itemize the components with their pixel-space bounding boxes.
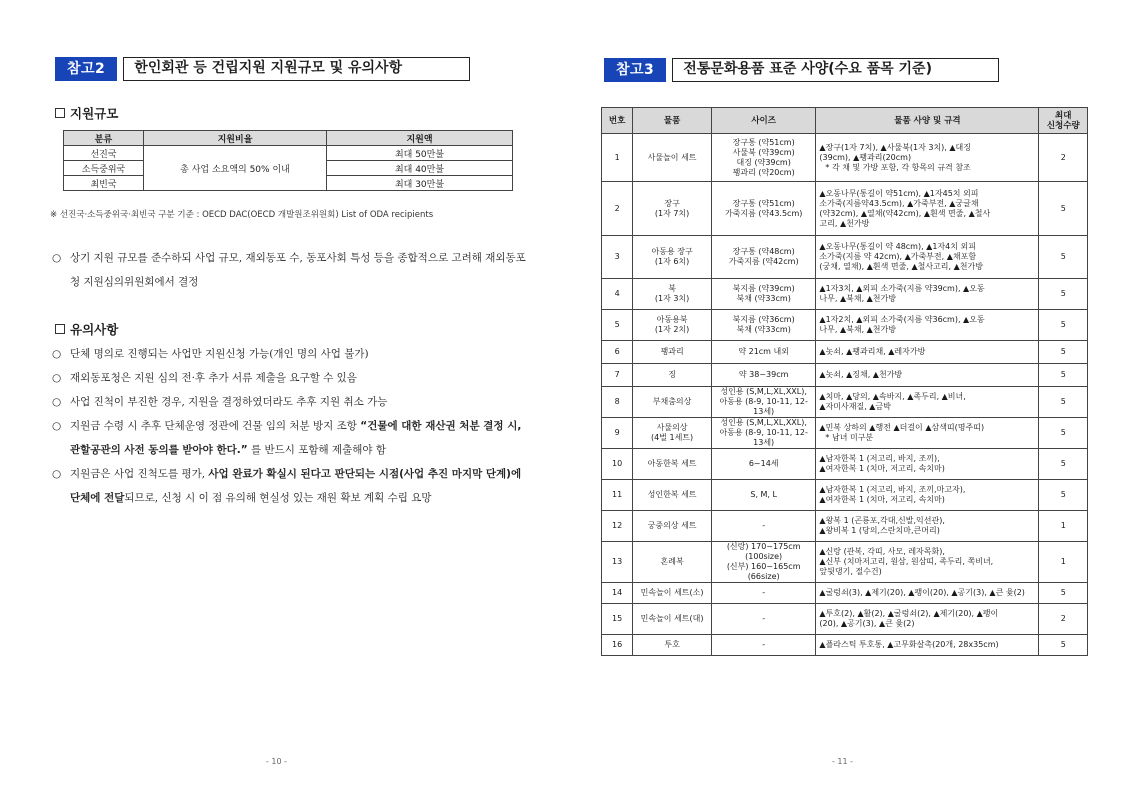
item-name-line: 민속놀이 세트(소) [640, 588, 704, 597]
bullet-marker: ○ [52, 252, 62, 264]
item-size-line: (신부) 160~165cm (66size) [726, 562, 801, 581]
item-spec-line: ▲놋쇠, ▲꽹과리채, ▲레자가방 [819, 347, 926, 356]
item-spec-line: ▲왕비복 1 (당의,스란치마,큰머리) [819, 526, 940, 535]
item-spec-line: ▲민복 상하의 ▲행전 ▲더걸이 ▲삼색띠(명주띠) [819, 423, 985, 432]
caution-text: 사업 진척이 부진한 경우, 지원을 결정하였더라도 추후 지원 취소 가능 [70, 396, 388, 408]
caution-text-part: 되므로, 신청 시 이 점 유의해 현실성 있는 재원 확보 계획 수립 요망 [124, 492, 432, 504]
item-spec-cell [816, 449, 1039, 480]
item-number-cell: 14 [602, 583, 633, 604]
list-item [52, 342, 532, 366]
item-spec-line: ▲남자한복 1 (저고리, 바지, 조끼), [819, 454, 940, 463]
item-qty-cell: 5 [1039, 364, 1088, 387]
item-size-line: - [762, 588, 766, 597]
item-spec-cell [816, 279, 1039, 310]
item-name-cell [633, 542, 712, 583]
item-name-cell [633, 236, 712, 279]
item-qty-cell: 2 [1039, 604, 1088, 635]
caution-heading [55, 320, 118, 338]
item-spec-line: 앞뒷댕기, 절수건) [819, 567, 882, 576]
item-size-cell [711, 511, 816, 542]
item-name-cell [633, 364, 712, 387]
item-size-line: 아동용 (8-9, 10-11, 12-13세) [719, 428, 808, 447]
item-number-cell: 10 [602, 449, 633, 480]
caution-emphasis: 사업 완료가 확실시 된다고 판단되는 시점(사업 추진 마지막 단계)에 단체에 전달 [70, 468, 522, 504]
table-row [602, 134, 1088, 182]
item-size-line: 가죽지름 (약43.5cm) [724, 208, 803, 218]
item-name-cell [633, 635, 712, 656]
item-size-cell [711, 134, 816, 182]
reference2-title [55, 57, 470, 81]
item-size-line: 성인용 (S,M,L,XL,XXL), [720, 418, 807, 427]
list-item [52, 462, 532, 510]
item-spec-cell [816, 182, 1039, 236]
table-row [602, 387, 1088, 418]
item-size-line: 사물북 (약39cm) [732, 147, 795, 157]
support-scale-heading [55, 104, 118, 122]
caution-bullets [52, 342, 532, 510]
item-name-line: (1자 2치) [654, 325, 690, 334]
item-spec-line: ▲신부 (치마저고리, 원삼, 원삼띠, 족두리, 쪽비녀, [819, 557, 994, 566]
support-scale-table [63, 130, 513, 191]
table-header: 지원액 [327, 131, 513, 146]
items-spec-table [601, 107, 1088, 656]
category-cell: 최빈국 [64, 176, 144, 191]
item-number-cell: 6 [602, 341, 633, 364]
item-number-cell: 9 [602, 418, 633, 449]
item-name-line: 아동한복 세트 [647, 459, 697, 468]
classification-note: ※ 선진국·소득중위국·최빈국 구분 기준 : OECD DAC(OECD 개발원조위원회) List of ODA recipients [50, 210, 434, 220]
table-header: 분류 [64, 131, 144, 146]
item-spec-line: ▲여자한복 1 (치마, 저고리, 속치마) [819, 464, 945, 473]
category-cell: 소득중위국 [64, 161, 144, 176]
item-spec-line: ▲오동나무(통길이 약 48cm), ▲1자4치 외피 [819, 242, 976, 251]
table-row [602, 310, 1088, 341]
max-header-line: 신청수량 [1046, 120, 1080, 131]
item-spec-line: ▲자미사재질, ▲금박 [819, 402, 891, 411]
item-spec-cell [816, 341, 1039, 364]
ratio-cell: 총 사업 소요액의 50% 이내 [144, 146, 327, 191]
item-spec-line: ▲치마, ▲당의, ▲속바지, ▲족두리, ▲비녀, [819, 392, 966, 401]
item-qty-cell: 5 [1039, 387, 1088, 418]
item-name-cell [633, 134, 712, 182]
item-spec-line: ▲굴렁쇠(3), ▲제기(20), ▲팽이(20), ▲공기(3), ▲큰 윷(2) [819, 588, 1025, 597]
item-spec-line: * 각 채 및 가방 포함, 각 항목의 규격 참조 [825, 162, 971, 172]
item-name-cell [633, 480, 712, 511]
item-spec-line: ▲오동나무(통길이 약51cm), ▲1자45치 외피 [819, 188, 979, 198]
item-name-line: 투호 [664, 640, 680, 649]
table-header: 번호 [602, 108, 633, 134]
item-size-line: 성인용 (S,M,L,XL,XXL), [720, 387, 807, 396]
reference3-badge: 참고3 [604, 58, 666, 82]
item-number-cell: 15 [602, 604, 633, 635]
item-size-line: 꽹과리 (약20cm) [732, 167, 795, 177]
item-name-line: 아동용북 [656, 315, 688, 324]
item-spec-cell [816, 583, 1039, 604]
item-size-line: 6~14세 [748, 459, 779, 468]
item-spec-cell [816, 387, 1039, 418]
item-name-line: 사물놀이 세트 [647, 152, 697, 162]
item-spec-line: (약32cm), ▲열채(약42cm), ▲흰색 면줄, ▲철사 [819, 208, 991, 218]
item-spec-line: 나무, ▲북채, ▲천가방 [819, 325, 896, 334]
item-number-cell: 12 [602, 511, 633, 542]
item-number-cell: 8 [602, 387, 633, 418]
table-row [602, 279, 1088, 310]
item-spec-line: 나무, ▲북채, ▲천가방 [819, 294, 896, 303]
category-cell: 선진국 [64, 146, 144, 161]
item-spec-line: ▲왕복 1 (곤룡포,각대,신발,익선관), [819, 516, 945, 525]
item-number-cell: 5 [602, 310, 633, 341]
item-size-line: 약 21cm 내외 [738, 347, 789, 356]
item-size-line: 아동용 (8-9, 10-11, 12-13세) [719, 397, 808, 416]
item-number-cell: 13 [602, 542, 633, 583]
item-name-line: 혼례복 [660, 557, 684, 566]
bullet-marker: ○ [52, 420, 62, 432]
checkbox-square-icon [55, 108, 65, 118]
table-header: 물품 [633, 108, 712, 134]
item-spec-cell [816, 364, 1039, 387]
table-header: 사이즈 [711, 108, 816, 134]
item-name-cell [633, 341, 712, 364]
item-spec-line: ▲투호(2), ▲활(2), ▲굴렁쇠(2), ▲제기(20), ▲팽이 [819, 609, 999, 618]
table-row [602, 236, 1088, 279]
list-item [52, 390, 532, 414]
item-qty-cell: 5 [1039, 310, 1088, 341]
item-name-line: (1자 3치) [654, 294, 690, 303]
item-number-cell: 4 [602, 279, 633, 310]
caution-label: 유의사항 [70, 322, 119, 337]
item-size-line: S, M, L [750, 490, 777, 499]
item-size-cell [711, 236, 816, 279]
item-spec-cell [816, 418, 1039, 449]
item-spec-line: 소가죽(지름약43.5cm), ▲가죽부전, ▲궁글채 [819, 198, 979, 208]
item-name-cell [633, 310, 712, 341]
table-row [602, 449, 1088, 480]
item-spec-cell [816, 604, 1039, 635]
item-qty-cell: 5 [1039, 236, 1088, 279]
item-size-cell [711, 182, 816, 236]
item-size-line: 장구통 (약48cm) [732, 247, 795, 256]
item-size-cell [711, 480, 816, 511]
item-size-line: - [762, 614, 766, 623]
item-spec-line: 고리, ▲천가방 [819, 218, 870, 228]
reference3-heading: 전통문화용품 표준 사양(수요 품목 기준) [672, 58, 999, 82]
reference2-badge: 참고2 [55, 57, 117, 81]
bullet-marker: ○ [52, 468, 62, 480]
table-header: 지원비율 [144, 131, 327, 146]
item-size-cell [711, 310, 816, 341]
item-spec-line: 소가죽(지름 약 42cm), ▲가죽부전, ▲채포함 [819, 252, 977, 261]
item-name-line: 성인한복 세트 [647, 490, 697, 499]
caution-text-part: 지원금은 사업 진척도를 평가, [70, 468, 209, 480]
item-spec-cell [816, 635, 1039, 656]
caution-text: 단체 명의로 진행되는 사업만 지원신청 가능(개인 명의 사업 불가) [70, 348, 369, 360]
item-spec-line: (39cm), ▲꽹과리(20cm) [819, 152, 912, 162]
item-spec-cell [816, 511, 1039, 542]
item-spec-cell [816, 236, 1039, 279]
item-size-cell [711, 341, 816, 364]
item-spec-cell [816, 542, 1039, 583]
item-name-cell [633, 604, 712, 635]
item-name-cell [633, 387, 712, 418]
item-name-line: 부채춤의상 [652, 397, 692, 406]
item-qty-cell: 1 [1039, 542, 1088, 583]
item-name-cell [633, 279, 712, 310]
bullet-marker: ○ [52, 372, 62, 384]
table-row [64, 146, 513, 161]
support-scale-label: 지원규모 [70, 106, 119, 121]
item-size-line: 북지름 (약36cm) [732, 315, 795, 324]
item-qty-cell: 1 [1039, 511, 1088, 542]
item-size-cell [711, 583, 816, 604]
item-number-cell: 1 [602, 134, 633, 182]
item-size-line: 장구통 (약51cm) [732, 198, 795, 208]
table-row [602, 480, 1088, 511]
item-name-cell [633, 511, 712, 542]
reference2-heading: 한인회관 등 건립지원 지원규모 및 유의사항 [123, 57, 470, 81]
item-name-line: 민속놀이 세트(대) [640, 614, 704, 623]
item-size-line: - [762, 521, 766, 530]
item-name-cell [633, 418, 712, 449]
item-size-cell [711, 279, 816, 310]
item-qty-cell: 5 [1039, 635, 1088, 656]
caution-text-part: 지원금 수령 시 추후 단체운영 정관에 건물 임의 처분 방지 조항 [70, 420, 361, 432]
table-row [602, 635, 1088, 656]
item-size-cell [711, 604, 816, 635]
item-name-line: (4벌 1세트) [651, 433, 694, 442]
item-size-line: - [762, 640, 766, 649]
item-size-cell [711, 418, 816, 449]
item-spec-line: (20), ▲공기(3), ▲큰 윷(2) [819, 619, 915, 628]
table-row [602, 542, 1088, 583]
item-size-line: 북지름 (약39cm) [732, 284, 795, 293]
table-row [602, 583, 1088, 604]
item-size-cell [711, 635, 816, 656]
item-name-line: 아동용 장구 [651, 247, 693, 256]
item-spec-line: ▲장구(1자 7치), ▲사물북(1자 3치), ▲대징 [819, 142, 971, 152]
item-qty-cell: 5 [1039, 583, 1088, 604]
items-table-body [602, 134, 1088, 656]
item-size-line: (신랑) 170~175cm (100size) [726, 542, 801, 561]
item-qty-cell: 5 [1039, 341, 1088, 364]
item-size-line: 가죽지름 (약42cm) [728, 257, 799, 266]
item-qty-cell: 5 [1039, 449, 1088, 480]
scale-bullets [52, 246, 532, 294]
item-spec-line: ▲1자3치, ▲외피 소가죽(지름 약39cm), ▲오동 [819, 284, 985, 293]
right-page [560, 0, 1121, 793]
item-spec-line: (궁채, 열채), ▲흰색 면줄, ▲철사고리, ▲천가방 [819, 262, 983, 271]
caution-text [70, 462, 532, 510]
reference3-title [604, 58, 999, 82]
item-size-cell [711, 449, 816, 480]
table-row [602, 182, 1088, 236]
item-name-line: (1자 6치) [654, 257, 690, 266]
list-item [52, 246, 532, 294]
item-size-line: 북채 (약33cm) [736, 325, 791, 334]
item-qty-cell: 5 [1039, 480, 1088, 511]
page-number: - 11 - [832, 757, 854, 766]
item-qty-cell: 5 [1039, 418, 1088, 449]
table-row [602, 341, 1088, 364]
item-name-line: 궁중의상 세트 [647, 521, 697, 530]
list-item [52, 414, 532, 462]
item-qty-cell: 2 [1039, 134, 1088, 182]
checkbox-square-icon [55, 324, 65, 334]
item-number-cell: 11 [602, 480, 633, 511]
item-spec-line: ▲신랑 (관복, 각띠, 사모, 레자목화), [819, 547, 945, 556]
item-name-line: 사물의상 [656, 423, 688, 432]
item-number-cell: 16 [602, 635, 633, 656]
scale-bullet-text: 상기 지원 규모를 준수하되 사업 규모, 재외동포 수, 동포사회 특성 등을 종합적으로 고려해 재외동포청 지원심의위원회에서 결정 [70, 252, 526, 288]
item-spec-line: * 남녀 미구분 [825, 433, 874, 442]
list-item [52, 366, 532, 390]
item-number-cell: 3 [602, 236, 633, 279]
item-size-cell [711, 364, 816, 387]
item-spec-line: ▲여자한복 1 (치마, 저고리, 속치마) [819, 495, 945, 504]
max-header-line: 최대 [1055, 110, 1072, 121]
amount-cell: 최대 50만불 [327, 146, 513, 161]
item-name-line: 장구 [664, 198, 680, 208]
item-spec-line: ▲남자한복 1 (저고리, 바지, 조끼,마고자), [819, 485, 966, 494]
bullet-marker: ○ [52, 348, 62, 360]
item-name-line: (1자 7치) [654, 208, 690, 218]
caution-text: 재외동포청은 지원 심의 전·후 추가 서류 제출을 요구할 수 있음 [70, 372, 357, 384]
item-spec-cell [816, 310, 1039, 341]
item-qty-cell: 5 [1039, 182, 1088, 236]
amount-cell: 최대 30만불 [327, 176, 513, 191]
table-row [602, 364, 1088, 387]
item-size-cell [711, 542, 816, 583]
item-number-cell: 7 [602, 364, 633, 387]
item-spec-cell [816, 134, 1039, 182]
item-size-line: 대징 (약39cm) [736, 157, 791, 167]
item-size-cell [711, 387, 816, 418]
item-size-line: 북채 (약33cm) [736, 294, 791, 303]
left-page [0, 0, 560, 793]
bullet-marker: ○ [52, 396, 62, 408]
amount-cell: 최대 40만불 [327, 161, 513, 176]
item-spec-line: ▲플라스틱 투호통, ▲고무화살촉(20개, 28x35cm) [819, 640, 999, 649]
table-header [1039, 108, 1088, 134]
item-spec-line: ▲놋쇠, ▲징채, ▲천가방 [819, 370, 903, 379]
table-header: 물품 사양 및 규격 [816, 108, 1039, 134]
item-name-line: 북 [668, 284, 676, 293]
item-name-line: 꽹과리 [660, 347, 684, 356]
item-name-line: 징 [668, 370, 676, 379]
item-name-cell [633, 182, 712, 236]
table-row [602, 604, 1088, 635]
caution-text-part: 를 반드시 포함해 제출해야 함 [247, 444, 387, 456]
item-qty-cell: 5 [1039, 279, 1088, 310]
table-row [602, 511, 1088, 542]
item-number-cell: 2 [602, 182, 633, 236]
item-size-line: 장구통 (약51cm) [732, 137, 795, 147]
table-row [602, 418, 1088, 449]
caution-text [70, 414, 532, 462]
item-name-cell [633, 449, 712, 480]
item-name-cell [633, 583, 712, 604]
item-spec-line: ▲1자2치, ▲외피 소가죽(지름 약36cm), ▲오동 [819, 315, 985, 324]
caution-emphasis: “건물에 대한 재산권 처분 결정 시, 관할공관의 사전 동의를 받아야 한다.” [70, 420, 522, 456]
item-spec-cell [816, 480, 1039, 511]
page-number: - 10 - [266, 757, 288, 766]
item-size-line: 약 38~39cm [738, 370, 789, 379]
